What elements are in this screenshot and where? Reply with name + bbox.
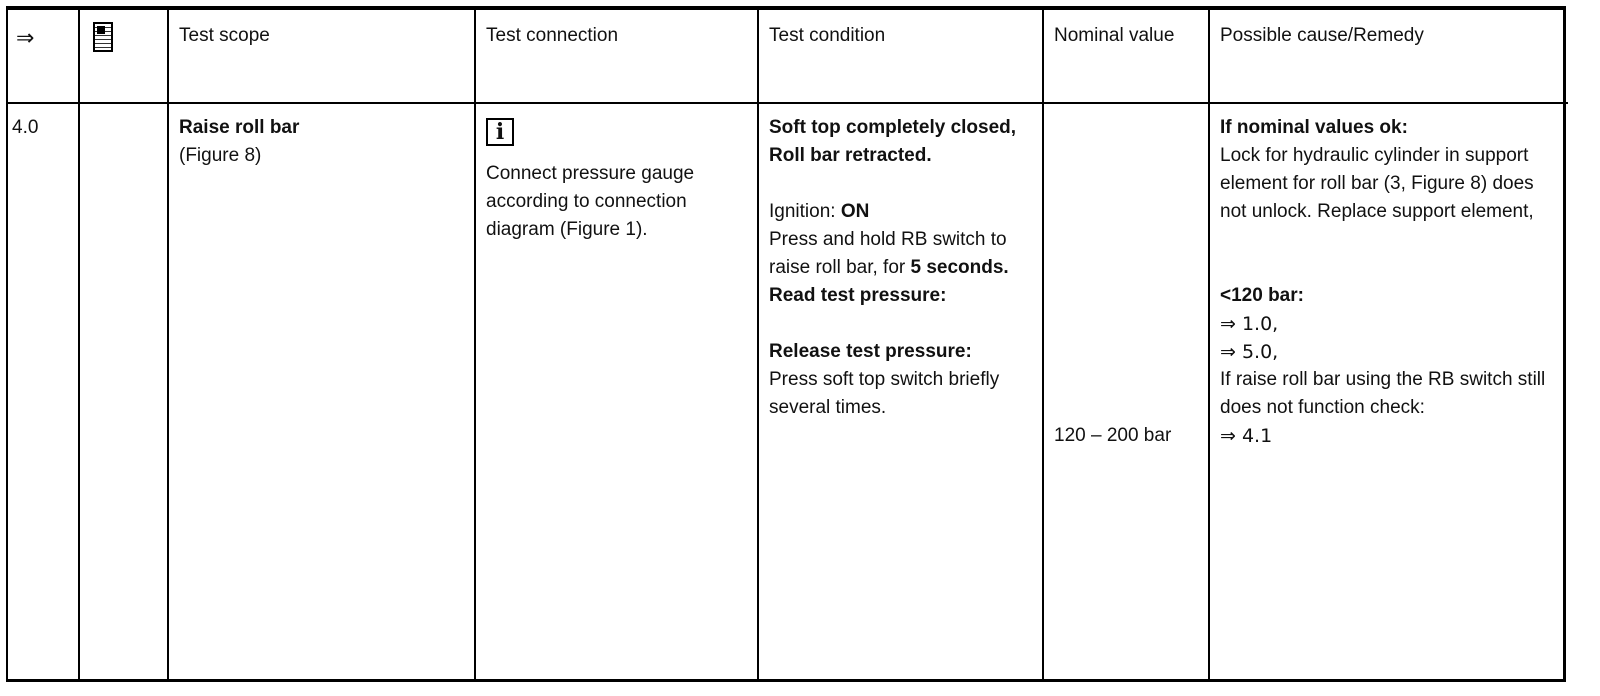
ignition-value: ON [840, 201, 870, 222]
connection-text: Connect pressure gauge according to connection diagram (Figure 1). [486, 163, 695, 240]
remedy-cell [1209, 103, 1568, 679]
press-text: Press and hold RB switch to raise roll bar, for [769, 229, 1007, 278]
header-test-connection: Test connection [475, 10, 758, 103]
header-test-scope: Test scope [168, 10, 475, 103]
release-pressure: Release test pressure: [769, 341, 972, 362]
condition-line1: Soft top completely closed, [769, 117, 1017, 138]
remedy-ref-2: ⇒ 5.0, [1220, 341, 1279, 363]
header-icon-cell [79, 10, 168, 103]
remedy-low-heading: <120 bar: [1220, 285, 1304, 306]
remedy-ok-heading: If nominal values ok: [1220, 117, 1408, 138]
nominal-value: 120 – 200 bar [1054, 425, 1172, 446]
info-icon: i [486, 118, 514, 146]
remedy-fail-text: If raise roll bar using the RB switch still does not function check: [1220, 369, 1546, 418]
table-row [8, 103, 1568, 679]
header-nominal-value: Nominal value [1043, 10, 1209, 103]
header-row [8, 10, 1568, 103]
release-text: Press soft top switch briefly several times. [769, 369, 1000, 418]
document-icon [93, 22, 113, 52]
diagnostic-table-sheet [6, 6, 1566, 682]
ignition-line [769, 198, 1034, 226]
remedy-ok-text: Lock for hydraulic cylinder in support element for roll bar (3, Figure 8) does not unlock. Replace support element, [1220, 145, 1534, 222]
diagnostic-table [8, 10, 1568, 679]
header-test-condition: Test condition [758, 10, 1043, 103]
press-instruction [769, 226, 1034, 282]
scope-title: Raise roll bar [179, 117, 300, 138]
step-number: 4.0 [8, 103, 79, 679]
condition-line2: Roll bar retracted. [769, 145, 932, 166]
remedy-ref-1: ⇒ 1.0, [1220, 313, 1279, 335]
header-possible-cause: Possible cause/Remedy [1209, 10, 1568, 103]
scope-figure-ref: (Figure 8) [179, 145, 262, 166]
nominal-value-cell [1043, 103, 1209, 679]
arrow-icon: ⇒ [16, 26, 35, 51]
header-arrow-cell [8, 10, 79, 103]
test-connection-cell [475, 103, 758, 679]
ignition-label: Ignition: [769, 201, 841, 222]
test-scope-cell [168, 103, 475, 679]
test-condition-cell [758, 103, 1043, 679]
remedy-ref-3: ⇒ 4.1 [1220, 425, 1273, 447]
press-duration: 5 seconds. [910, 257, 1009, 278]
read-pressure: Read test pressure: [769, 285, 947, 306]
icon-column-cell [79, 103, 168, 679]
